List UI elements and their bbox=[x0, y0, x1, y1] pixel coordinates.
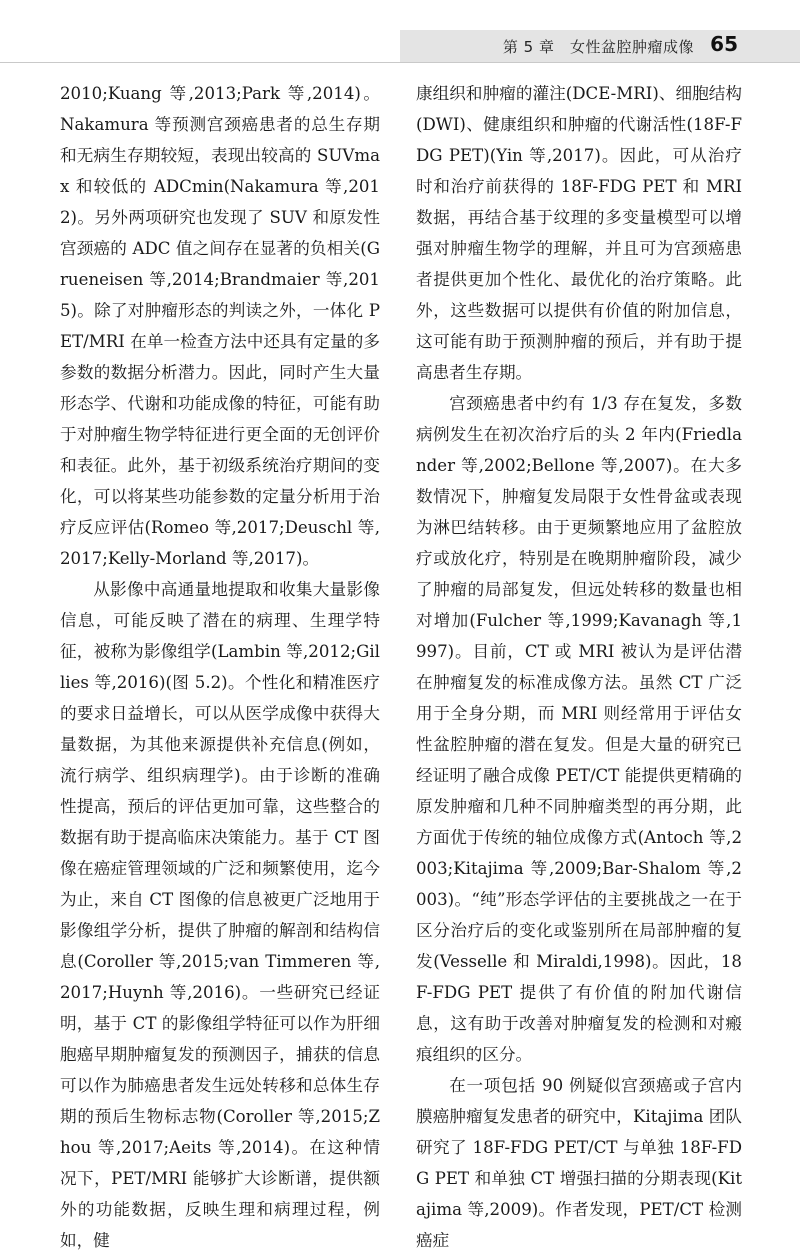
right-column bbox=[416, 78, 742, 1256]
left-column bbox=[60, 78, 380, 1256]
page-header bbox=[0, 0, 800, 60]
right-paragraph-3: 在一项包括 90 例疑似宫颈癌或子宫内膜癌肿瘤复发患者的研究中，Kitajima 团队研究了 18F-FDG PET/CT 与单独 18F-FDG PET 和单独 CT 增强扫描的分期表现(Kitajima 等,2009)。作者发现，PET/CT 检测癌症 bbox=[416, 1076, 742, 1250]
header-divider bbox=[0, 62, 800, 63]
left-paragraph-1: 2010;Kuang 等,2013;Park 等,2014)。Nakamura 等预测宫颈癌患者的总生存期和无病生存期较短，表现出较高的 SUVmax 和较低的 ADCmin(Nakamura 等,2012)。另外两项研究也发现了 SUV 和原发性宫颈癌的 ADC 值之间存在显著的负相关(Grueneisen 等,2014;Brandmaier 等,2015)。除了对肿瘤形态的判读之外，一体化 PET/MRI 在单一检查方法中还具有定量的多参数的数据分析潜力。因此，同时产生大量形态学、代谢和功能成像的特征，可能有助于对肿瘤生物学特征进行更全面的无创评价和表征。此外，基于初级系统治疗期间的变化，可以将某些功能参数的定量分析用于治疗反应评估(Romeo 等,2017;Deuschl 等,2017;Kelly-Morland 等,2017)。 bbox=[60, 84, 380, 568]
left-paragraph-2: 从影像中高通量地提取和收集大量影像信息，可能反映了潜在的病理、生理学特征，被称为影像组学(Lambin 等,2012;Gillies 等,2016)(图 5.2)。个性化和精准医疗的要求日益增长，可以从医学成像中获得大量数据，为其他来源提供补充信息(例如，流行病学、组织病理学)。由于诊断的准确性提高，预后的评估更加可靠，这些整合的数据有助于提高临床决策能力。基于 CT 图像在癌症管理领域的广泛和频繁使用，迄今为止，来自 CT 图像的信息被更广泛地用于影像组学分析，提供了肿瘤的解剖和结构信息(Coroller 等,2015;van Timmeren 等,2017;Huynh 等,2016)。一些研究已经证明，基于 CT 的影像组学特征可以作为肝细胞癌早期肿瘤复发的预测因子，捕获的信息可以作为肺癌患者发生远处转移和总体生存期的预后生物标志物(Coroller 等,2015;Zhou 等,2017;Aeits 等,2014)。在这种情况下，PET/MRI 能够扩大诊断谱，提供额外的功能数据，反映生理和病理过程，例如，健 bbox=[60, 580, 380, 1250]
page-number: 65 bbox=[710, 32, 738, 56]
right-paragraph-2: 宫颈癌患者中约有 1/3 存在复发，多数病例发生在初次治疗后的头 2 年内(Friedlander 等,2002;Bellone 等,2007)。在大多数情况下，肿瘤复发局限于女性骨盆或表现为淋巴结转移。由于更频繁地应用了盆腔放疗或放化疗，特别是在晚期肿瘤阶段，减少了肿瘤的局部复发，但远处转移的数量也相对增加(Fulcher 等,1999;Kavanagh 等,1997)。目前，CT 或 MRI 被认为是评估潜在肿瘤复发的标准成像方法。虽然 CT 广泛用于全身分期，而 MRI 则经常用于评估女性盆腔肿瘤的潜在复发。但是大量的研究已经证明了融合成像 PET/CT 能提供更精确的原发肿瘤和几种不同肿瘤类型的再分期，此方面优于传统的轴位成像方式(Antoch 等,2003;Kitajima 等,2009;Bar-Shalom 等,2003)。“纯”形态学评估的主要挑战之一在于区分治疗后的变化或鉴别所在局部肿瘤的复发(Vesselle 和 Miraldi,1998)。因此，18F-FDG PET 提供了有价值的附加代谢信息，这有助于改善对肿瘤复发的检测和对瘢痕组织的区分。 bbox=[416, 394, 742, 1064]
right-paragraph-1: 康组织和肿瘤的灌注(DCE-MRI)、细胞结构(DWI)、健康组织和肿瘤的代谢活性(18F-FDG PET)(Yin 等,2017)。因此，可从治疗时和治疗前获得的 18F-FDG PET 和 MRI 数据，再结合基于纹理的多变量模型可以增强对肿瘤生物学的理解，并且可为宫颈癌患者提供更加个性化、最优化的治疗策略。此外，这些数据可以提供有价值的附加信息，这可能有助于预测肿瘤的预后，并有助于提高患者生存期。 bbox=[416, 84, 742, 382]
chapter-title: 第 5 章 女性盆腔肿瘤成像 bbox=[502, 38, 694, 56]
